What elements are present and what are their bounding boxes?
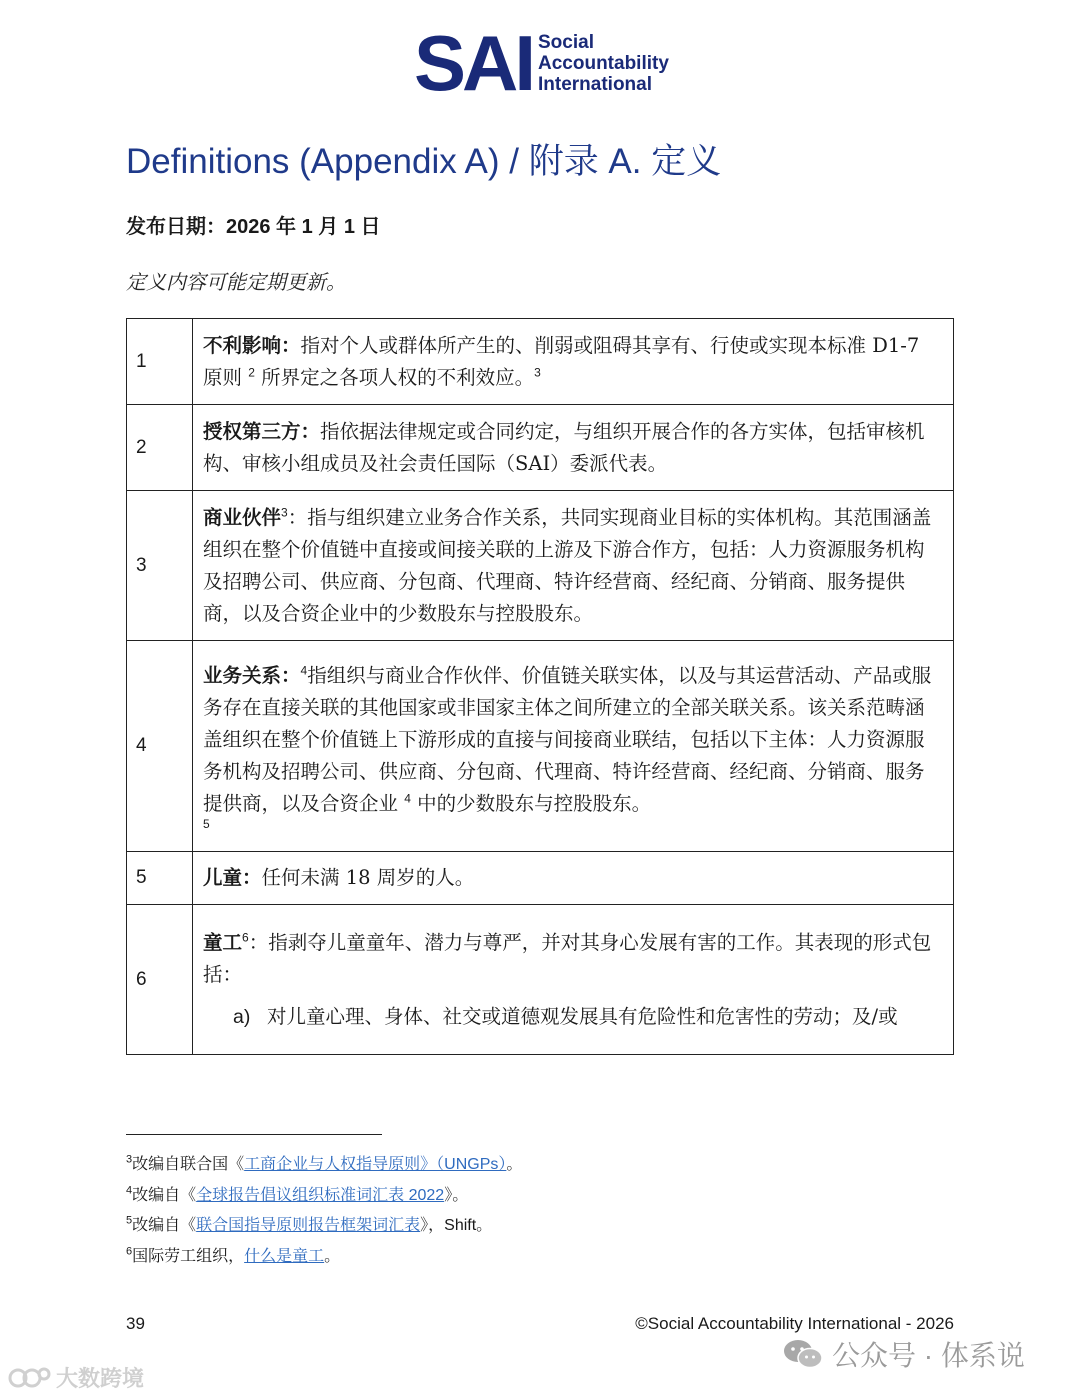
definition-body: 指依据法律规定或合同约定，与组织开展合作的各方实体，包括审核机构、审核小组成员及社会责任国际（SAI）委派代表。: [203, 419, 925, 475]
footnote: [126, 1242, 522, 1273]
definition-text: [193, 641, 954, 852]
footnote-text: 。: [324, 1247, 341, 1265]
footnote-number: 3: [126, 1153, 133, 1166]
copyright: ©Social Accountability International - 2026: [635, 1314, 954, 1333]
footnote-ref: 6: [242, 930, 249, 944]
footnote-number: 6: [126, 1245, 133, 1258]
footnote-text: 国际劳工组织，: [132, 1247, 245, 1265]
footnote-ref-trailing: 5: [203, 817, 210, 831]
footnote: [126, 1211, 522, 1242]
definition-text: [193, 905, 954, 1055]
definition-body: ：指与组织建立业务合作关系，共同实现商业目标的实体机构。其范围涵盖组织在整个价值链中直接或间接关联的上游及下游合作方，包括：人力资源服务机构及招聘公司、供应商、分包商、代理商、特许经营商、经纪商、分销商、服务提供商，以及合资企业中的少数股东与控股股东。: [203, 505, 932, 625]
definition-body: 中的少数股东与控股股东。: [410, 792, 652, 815]
page-number: 39: [126, 1314, 145, 1333]
row-number: 3: [127, 491, 193, 641]
definition-text: [193, 319, 954, 405]
definition-body: 指对个人或群体所产生的、削弱或阻碍其享有、行使或实现本标准 D1-7 原则: [203, 333, 920, 389]
logo-line-1: Social: [538, 32, 594, 53]
footnote-divider: [126, 1134, 382, 1135]
footnote-text: 》。: [444, 1186, 469, 1204]
logo-mark: SAI: [414, 19, 533, 107]
footnote-number: 4: [126, 1184, 133, 1197]
wechat-icon: [782, 1337, 824, 1371]
footnote-link[interactable]: 什么是童工: [244, 1247, 325, 1265]
footnote-link[interactable]: 工商企业与人权指导原则》（UNGPs）: [244, 1156, 507, 1173]
logo-line-3: International: [538, 74, 653, 95]
definition-term: 授权第三方：: [203, 419, 321, 443]
table-row: [127, 641, 954, 852]
update-note: 定义内容可能定期更新。: [126, 270, 346, 294]
row-number: 4: [127, 641, 193, 852]
table-row: [127, 852, 954, 905]
definition-term: 不利影响：: [203, 333, 301, 357]
table-row: [127, 905, 954, 1055]
list-text: 对儿童心理、身体、社交或道德观发展具有危险性和危害性的劳动；及/或: [267, 1004, 898, 1028]
footnotes: [126, 1150, 522, 1272]
table-row: [127, 319, 954, 405]
footnote: [126, 1150, 522, 1181]
row-number: 2: [127, 405, 193, 491]
corner-watermark-text: 大数跨境: [56, 1366, 145, 1391]
definition-body: 所界定之各项人权的不利效应。: [254, 365, 535, 389]
table-row: [127, 405, 954, 491]
logo-wordmark: [538, 32, 669, 95]
row-number: 1: [127, 319, 193, 405]
definition-text: [193, 405, 954, 491]
footnote: [126, 1181, 522, 1212]
definition-body: ：指剥夺儿童童年、潜力与尊严，并对其身心发展有害的工作。其表现的形式包括：: [203, 930, 932, 986]
footnote-ref: 4: [404, 791, 411, 806]
page-title: Definitions (Appendix A) / 附录 A. 定义: [126, 142, 722, 181]
footnote-text: 。: [506, 1156, 523, 1173]
definition-term: 业务关系：: [203, 664, 301, 687]
row-number: 6: [127, 905, 193, 1055]
footnote-ref: 3: [534, 365, 541, 379]
logo-line-2: Accountability: [538, 53, 669, 74]
sai-logo: [414, 19, 674, 107]
definition-body: 任何未满 18 周岁的人。: [261, 866, 475, 889]
definition-term: 商业伙伴: [203, 505, 282, 529]
footnote-number: 5: [126, 1214, 133, 1227]
footnote-ref: 3: [281, 505, 288, 519]
definition-term: 儿童：: [203, 866, 262, 889]
definition-body: 指组织与商业合作伙伴、价值链关联实体，以及与其运营活动、产品或服务存在直接关联的其他国家或非国家主体之间所建立的全部关联关系。该关系范畴涵盖组织在整个价值链上下游形成的直接与间接商业联结，包括以下主体：人力资源服务机构及招聘公司、供应商、分包商、代理商、特许经营商、经纪商、分销商、服务提供商，以及合资企业: [203, 664, 932, 815]
footnote-text: 改编自联合国《: [132, 1156, 245, 1173]
table-row: [127, 491, 954, 641]
wechat-watermark: [782, 1334, 1025, 1374]
list-marker: a): [233, 1005, 251, 1028]
definition-text: [193, 491, 954, 641]
footnote-text: 》，Shift。: [420, 1217, 493, 1234]
footnote-link[interactable]: 联合国指导原则报告框架词汇表: [196, 1217, 421, 1234]
footnote-text: 改编自《: [132, 1217, 197, 1234]
row-number: 5: [127, 852, 193, 905]
footnote-link[interactable]: 全球报告倡议组织标准词汇表 2022: [196, 1186, 445, 1204]
brand-icon: [8, 1365, 52, 1391]
definitions-table: [126, 318, 954, 1055]
footnote-text: 改编自《: [132, 1186, 197, 1204]
definition-text: [193, 852, 954, 905]
footnote-ref: 2: [248, 365, 255, 379]
issue-date: 发布日期：2026 年 1 月 1 日: [126, 216, 381, 238]
footnote-ref: 4: [300, 663, 308, 678]
list-item: [203, 1001, 941, 1033]
corner-watermark: [8, 1362, 144, 1393]
definition-term: 童工: [203, 930, 243, 954]
watermark-text: 公众号 · 体系说: [832, 1340, 1025, 1371]
